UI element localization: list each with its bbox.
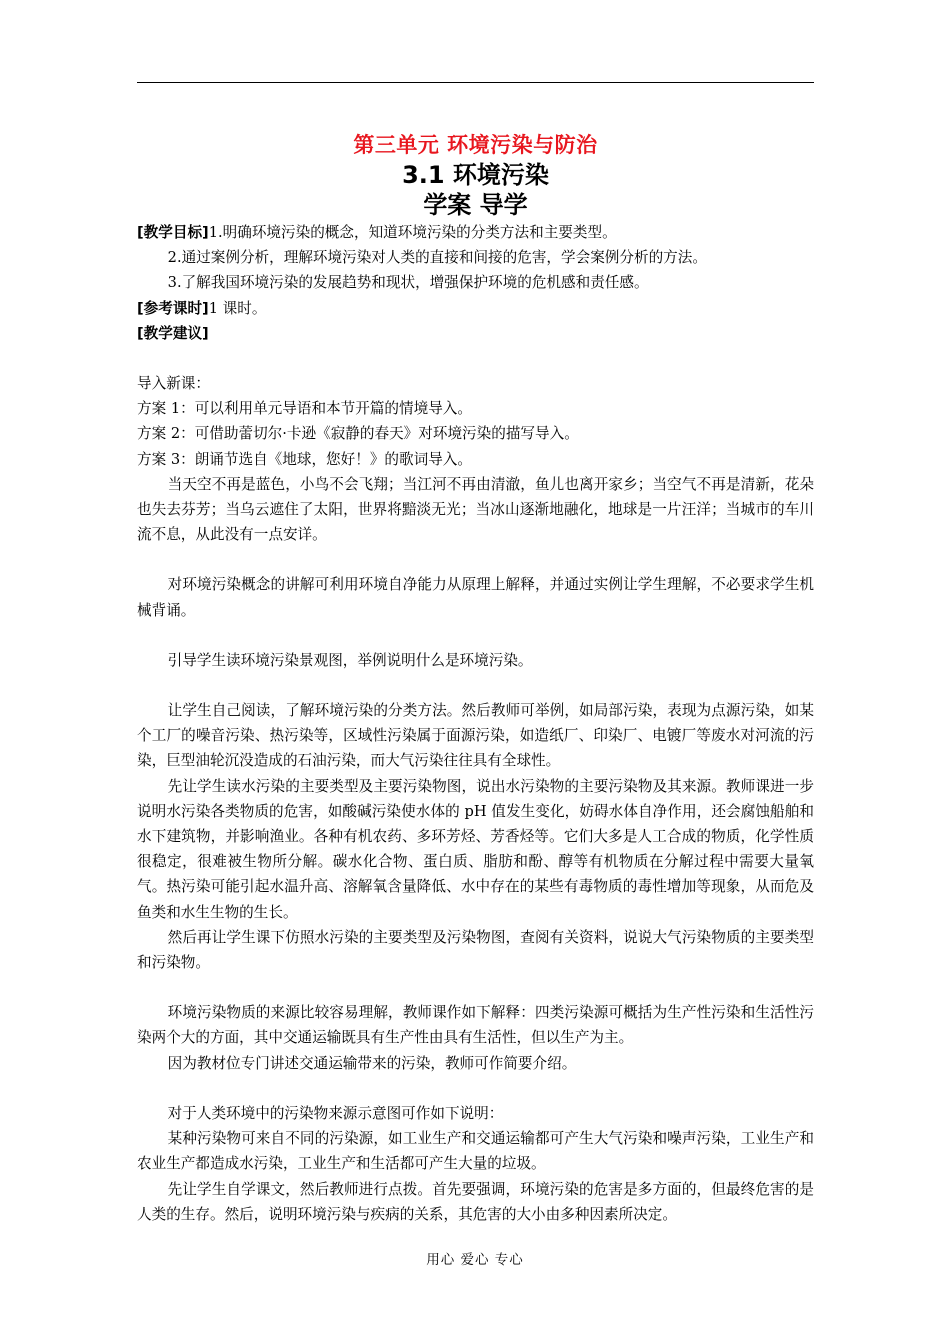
unit-title: 第三单元 环境污染与防治 [353,133,598,157]
page-footer: 用心 爱心 专心 [426,1252,524,1268]
objective-line-1 [137,220,814,245]
paragraph-classification: 让学生自己阅读，了解环境污染的分类方法。然后教师可举例，如局部污染，表现为点源污染，如某个工厂的噪音污染、热污染等，区域性污染属于面源污染，如造纸厂、印染厂、电镀厂等废水对河流的污染，巨型油轮沉没造成的石油污染，而大气污染往往具有全球性。 [137,702,814,770]
paragraph-water-pollution: 先让学生读水污染的主要类型及主要污染物图，说出水污染物的主要污染物及其来源。教师课进一步说明水污染各类物质的危害，如酸碱污染使水体的 pH 值发生变化，妨碍水体自净作用，还会腐蚀船舶和水下建筑物，并影响渔业。各种有机农药、多环芳烃、芳香烃等。它们大多是人工合成的物质，化学性质很稳定，很难被生物所分解。碳水化合物、蛋白质、脂肪和酚、醇等有机物质在分解过程中需要大量氧气。热污染可能引起水温升高、溶解氧含量降低、水中存在的某些有毒物质的毒性增加等现象，从而危及鱼类和水生生物的生长。 [137,777,814,921]
hours-label: [参考课时] [137,299,209,317]
paragraph-sources: 环境污染物质的来源比较容易理解，教师课作如下解释：四类污染源可概括为生产性污染和生活性污染两个大的方面，其中交通运输既具有生产性由具有生活性，但以生产为主。 [137,1004,814,1047]
intro-poem: 当天空不再是蓝色，小鸟不会飞翔；当江河不再由清澈，鱼儿也离开家乡；当空气不再是清新，花朵也失去芬芳；当乌云遮住了太阳，世界将黯淡无光；当冰山逐渐地融化，地球是一片汪洋；当城市的车川流不息，从此没有一点安详。 [137,475,814,544]
paragraph-air-pollution: 然后再让学生课下仿照水污染的主要类型及污染物图，查阅有关资料，说说大气污染物质的主要类型和污染物。 [137,928,814,972]
intro-plan-1: 方案 1：可以利用单元导语和本节开篇的情境导入。 [137,400,472,418]
intro-plan-2: 方案 2：可借助蕾切尔·卡逊《寂静的春天》对环境污染的描写导入。 [137,425,579,443]
intro-plan-3: 方案 3：朗诵节选自《地球，您好！》的歌词导入。 [137,450,472,468]
objective-item-2: 2.通过案例分析，理解环境污染对人类的直接和间接的危害，学会案例分析的方法。 [167,249,707,267]
paragraph-landscape: 引导学生读环境污染景观图，举例说明什么是环境污染。 [167,651,533,669]
paragraph-transport: 因为教材位专门讲述交通运输带来的污染，教师可作简要介绍。 [167,1054,577,1072]
hours-text: 1 课时。 [208,299,267,317]
paragraph-harm: 先让学生自学课文，然后教师进行点拨。首先要强调，环境污染的危害是多方面的，但最终危害的是人类的生存。然后，说明环境污染与疾病的关系，其危害的大小由多种因素所决定。 [137,1180,814,1223]
document-body [137,130,814,1227]
header-rule [137,82,814,83]
paragraph-multiple-sources: 某种污染物可来自不同的污染源，如工业生产和交通运输都可产生大气污染和噪声污染，工业生产和农业生产都造成水污染，工业生产和生活都可产生大量的垃圾。 [137,1130,814,1173]
paragraph-concept: 对环境污染概念的讲解可利用环境自净能力从原理上解释，并通过实例让学生理解，不必要求学生机械背诵。 [137,576,814,619]
intro-heading: 导入新课： [137,375,210,393]
suggestions-line [137,321,814,346]
objectives-label: [教学目标] [137,224,209,241]
suggestions-label: [教学建议] [137,324,209,342]
objective-item-3: 3.了解我国环境污染的发展趋势和现状，增强保护环境的危机感和责任感。 [167,274,649,292]
paragraph-diagram: 对于人类环境中的污染物来源示意图可作如下说明： [167,1104,504,1122]
section-title: 3.1 环境污染 [402,161,549,189]
hours-line [137,296,814,321]
subtitle: 学案 导学 [423,191,528,219]
objective-item-1: 1.明确环境污染的概念，知道环境污染的分类方法和主要类型。 [208,224,617,241]
